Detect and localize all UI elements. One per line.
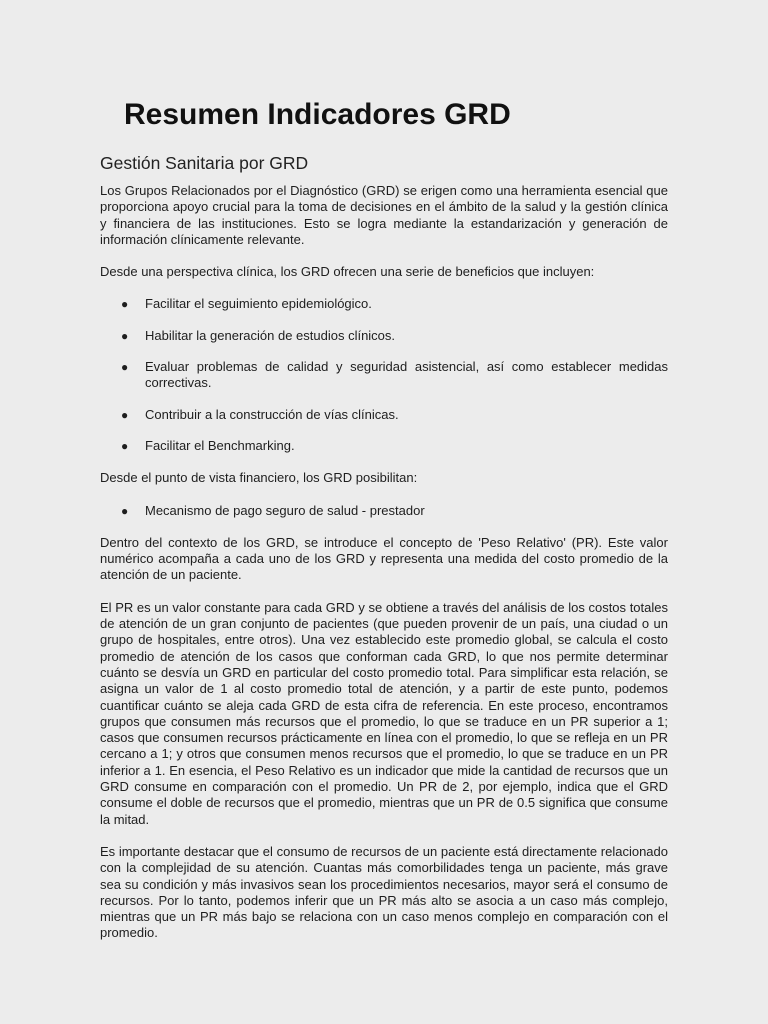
list-item [100,296,668,312]
list-item [100,359,668,392]
list-item-text: Facilitar el Benchmarking. [145,437,295,453]
list-item [100,328,668,344]
bullet-icon: ● [121,503,129,518]
list-item-text: Evaluar problemas de calidad y seguridad asistencial, así como establecer medidas correctivas. [145,359,668,391]
intro-paragraph: Los Grupos Relacionados por el Diagnóstico (GRD) se erigen como una herramienta esencial que proporciona apoyo crucial para la toma de decisiones en el ámbito de la salud y la gestión clínica y financiera de las instituciones. Esto se logra mediante la estandarización y generación de información clínicamente relevante. [100,183,668,247]
clinical-lead-paragraph: Desde una perspectiva clínica, los GRD ofrecen una serie de beneficios que incluyen: [100,264,595,280]
list-item-text: Contribuir a la construcción de vías clínicas. [145,406,399,422]
list-item-text: Facilitar el seguimiento epidemiológico. [145,296,372,312]
document-title: Resumen Indicadores GRD [124,98,511,131]
complexity-paragraph: Es importante destacar que el consumo de recursos de un paciente está directamente relacionado con la complejidad de su atención. Cuantas más comorbilidades tenga un paciente, más grave sea su condición y más invasivos sean los procedimientos necesarios, mayor será el consumo de recursos. Por lo tanto, podemos inferir que un PR más alto se asocia a un caso más complejo, mientras que un PR más bajo se relaciona con un caso menos complejo en comparación con el promedio. [100,843,668,941]
bullet-icon: ● [121,407,129,422]
document-body [100,183,668,958]
financial-lead-paragraph: Desde el punto de vista financiero, los GRD posibilitan: [100,470,418,486]
section-heading: Gestión Sanitaria por GRD [100,153,309,173]
financial-benefits-list [100,503,668,519]
list-item [100,438,668,454]
list-item [100,503,668,519]
bullet-icon: ● [121,297,129,312]
list-item [100,407,668,423]
clinical-benefits-list [100,296,668,454]
bullet-icon: ● [121,360,129,375]
list-item-text: Mecanismo de pago seguro de salud - prestador [145,502,425,518]
bullet-icon: ● [121,438,129,453]
pr-explanation-paragraph: El PR es un valor constante para cada GRD y se obtiene a través del análisis de los costos totales de atención de un gran conjunto de pacientes (que pueden provenir de un país, una ciudad o un grupo de hospitales, entre otros). Una vez establecido este promedio global, se calcula el costo promedio de atención de los casos que conforman cada GRD, lo que nos permite determinar cuánto se desvía un GRD en particular del costo promedio total. Para simplificar esta relación, se asigna un valor de 1 al costo promedio total de atención, y a partir de este punto, podemos cuantificar cuánto se aleja cada GRD de esta cifra de referencia. En este proceso, encontramos grupos que consumen más recursos que el promedio, lo que se traduce en un PR superior a 1; casos que consumen recursos prácticamente en línea con el promedio, lo que se refleja en un PR cercano a 1; y otros que consumen menos recursos que el promedio, lo que se traduce en un PR inferior a 1. En esencia, el Peso Relativo es un indicador que mide la cantidad de recursos que un GRD consume en comparación con el promedio. Un PR de 2, por ejemplo, indica que el GRD consume el doble de recursos que el promedio, mientras que un PR de 0.5 significa que consume la mitad. [100,599,668,827]
list-item-text: Habilitar la generación de estudios clínicos. [145,327,396,343]
peso-relativo-paragraph: Dentro del contexto de los GRD, se introduce el concepto de 'Peso Relativo' (PR). Este valor numérico acompaña a cada uno de los GRD y representa una medida del costo promedio de la atención de un paciente. [100,534,668,583]
bullet-icon: ● [121,328,129,343]
